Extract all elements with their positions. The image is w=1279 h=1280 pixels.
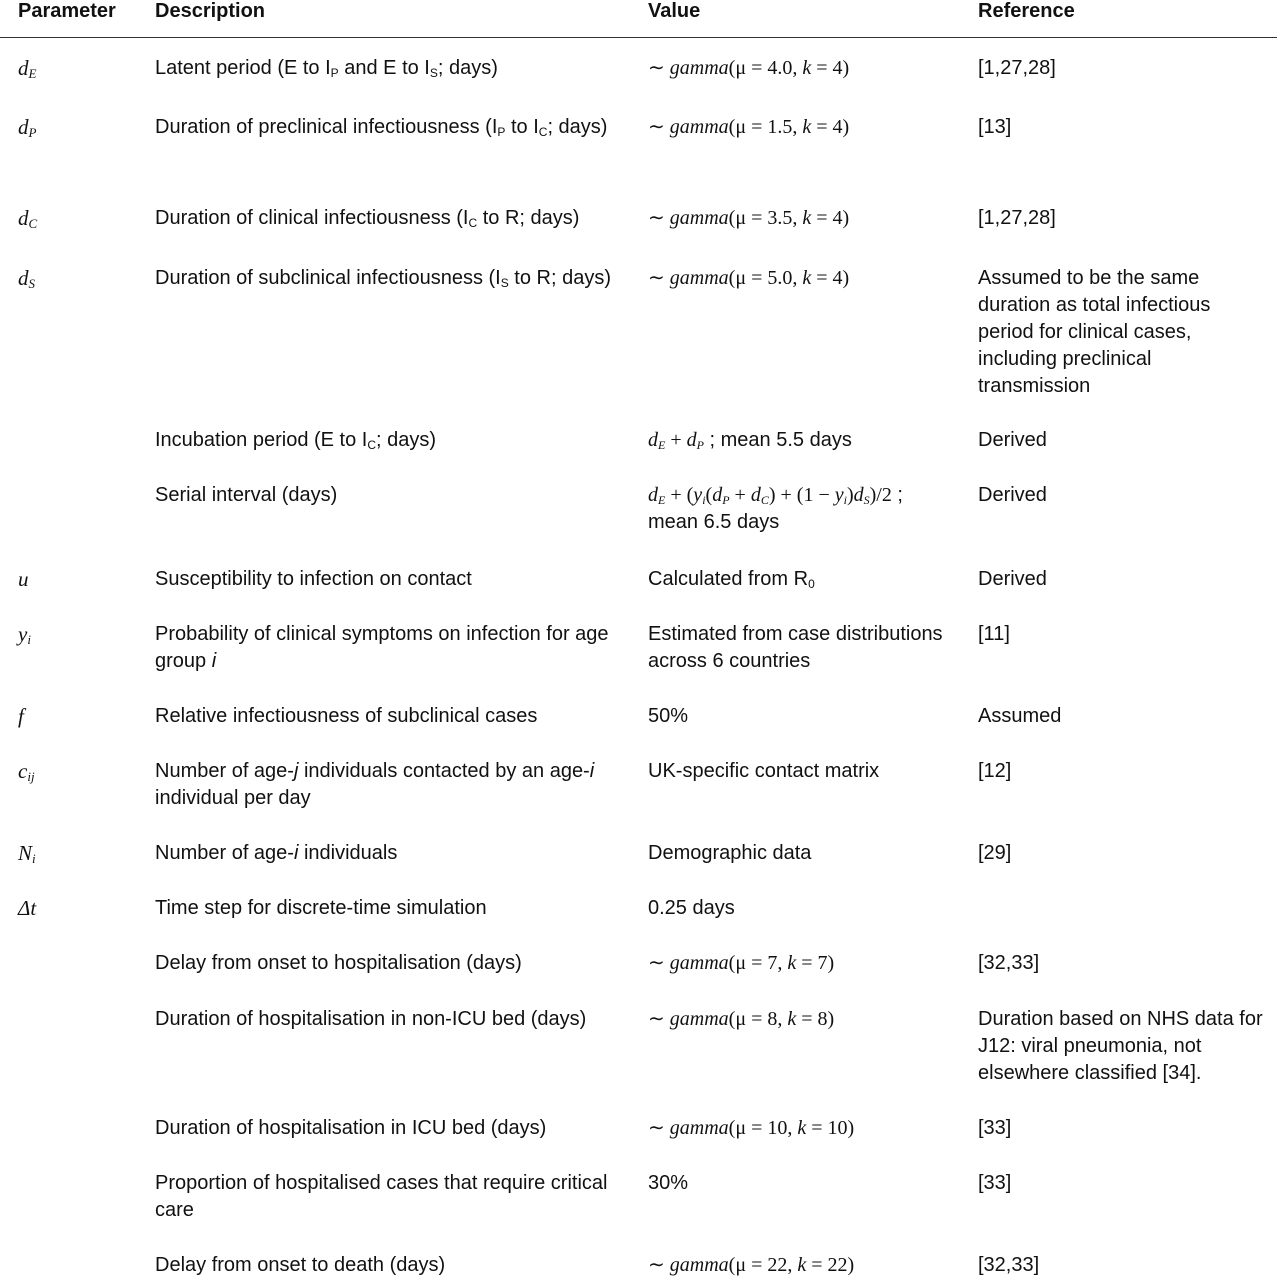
- parameter-symbol: $d_C$: [18, 206, 38, 231]
- parameter-reference: Derived: [978, 484, 1047, 506]
- parameter-value: [648, 703, 958, 730]
- parameter-value: [648, 621, 958, 675]
- parameter-value: [648, 1006, 958, 1033]
- parameter-value: [648, 840, 958, 867]
- parameter-value: [648, 895, 958, 922]
- value-formula: ∼ gamma(μ = 1.5, k = 4): [648, 116, 850, 138]
- parameter-value: [648, 427, 958, 454]
- parameter-description: Time step for discrete-time simulation: [155, 897, 487, 919]
- value-formula: ∼ gamma(μ = 4.0, k = 4): [648, 57, 850, 79]
- parameter-description: Latent period (E to $I_P$ and E to $I_S$; days): [155, 57, 498, 80]
- parameter-value: [648, 758, 958, 785]
- parameter-value: [648, 205, 958, 232]
- parameter-reference: [12]: [978, 760, 1012, 782]
- parameter-description: Delay from onset to death (days): [155, 1254, 446, 1276]
- parameter-description: Proportion of hospitalised cases that require critical care: [155, 1172, 608, 1221]
- parameter-value: [648, 1252, 958, 1279]
- parameter-value: [648, 950, 958, 977]
- parameter-description: Incubation period (E to $I_C$; days): [155, 429, 437, 452]
- value-formula: ∼ gamma(μ = 5.0, k = 4): [648, 267, 850, 289]
- parameter-symbol: u: [18, 567, 29, 591]
- parameter-symbol: $N_i$: [18, 841, 36, 866]
- parameter-description: Probability of clinical symptoms on infection for age group i: [155, 623, 609, 672]
- parameter-reference: Derived: [978, 568, 1047, 590]
- parameter-symbol: $d_E$: [18, 56, 37, 81]
- header-rule: [0, 37, 1277, 38]
- parameter-description: Susceptibility to infection on contact: [155, 568, 472, 590]
- parameter-reference: Assumed to be the same duration as total infectious period for clinical cases, including preclinical transmission: [978, 267, 1211, 397]
- value-text: 30%: [648, 1172, 689, 1194]
- parameter-symbol: $d_S$: [18, 266, 35, 291]
- value-text: 0.25 days: [648, 897, 735, 919]
- value-formula: ∼ gamma(μ = 3.5, k = 4): [648, 207, 850, 229]
- parameter-value: [648, 1115, 958, 1142]
- parameter-reference: [1,27,28]: [978, 207, 1056, 229]
- value-text: UK-specific contact matrix: [648, 760, 880, 782]
- header-value: Value: [648, 0, 701, 22]
- parameter-description: Serial interval (days): [155, 484, 338, 506]
- parameter-symbol: $y_i$: [18, 622, 31, 647]
- parameter-symbol: Δt: [18, 896, 37, 920]
- parameter-reference: [33]: [978, 1172, 1012, 1194]
- table-header: [0, 0, 1279, 38]
- parameter-reference: Derived: [978, 429, 1047, 451]
- parameter-reference: Duration based on NHS data for J12: viral pneumonia, not elsewhere classified [34].: [978, 1008, 1263, 1084]
- value-formula: $d_E + d_P$: [648, 429, 704, 452]
- value-text: Calculated from R: [648, 568, 809, 590]
- parameter-symbol: $d_P$: [18, 115, 37, 140]
- parameter-description: Duration of subclinical infectiousness ($I_S$ to R; days): [155, 267, 612, 290]
- parameter-value: [648, 55, 958, 82]
- parameter-description: Duration of preclinical infectiousness ($I_P$ to $I_C$; days): [155, 116, 608, 139]
- parameter-description: Number of age-i individuals: [155, 842, 398, 864]
- value-text: 50%: [648, 705, 689, 727]
- value-formula: ∼ gamma(μ = 7, k = 7): [648, 952, 835, 974]
- parameter-value: Calculated from $R_0$: [648, 568, 815, 591]
- header-parameter: Parameter: [18, 0, 116, 22]
- header-reference: Reference: [978, 0, 1075, 22]
- parameter-description: Delay from onset to hospitalisation (days): [155, 952, 522, 974]
- parameter-reference: [11]: [978, 623, 1010, 645]
- parameter-value: [648, 114, 958, 141]
- parameter-reference: Assumed: [978, 705, 1062, 727]
- value-text: Estimated from case distributions across 6 countries: [648, 623, 943, 672]
- value-text: ; mean 6.5 days: [648, 484, 903, 533]
- parameter-description: Number of age-j individuals contacted by an age-i individual per day: [155, 760, 595, 809]
- parameter-reference: [13]: [978, 116, 1012, 138]
- parameter-value: [648, 265, 958, 292]
- value-formula: ∼ gamma(μ = 10, k = 10): [648, 1117, 855, 1139]
- value-formula: $d_E + (y_i(d_P + d_C) + (1 - y_i)d_S)/2$: [648, 484, 892, 507]
- parameter-reference: [1,27,28]: [978, 57, 1056, 79]
- parameter-description: Relative infectiousness of subclinical cases: [155, 705, 538, 727]
- parameter-description: Duration of hospitalisation in non-ICU bed (days): [155, 1008, 587, 1030]
- parameter-symbol: $c_{ij}$: [18, 759, 35, 784]
- parameter-reference: [32,33]: [978, 952, 1040, 974]
- value-formula: ∼ gamma(μ = 8, k = 8): [648, 1008, 835, 1030]
- parameter-reference: [32,33]: [978, 1254, 1040, 1276]
- parameter-symbol: f: [18, 704, 24, 728]
- parameter-value: [648, 1170, 958, 1197]
- parameter-description: Duration of clinical infectiousness ($I_C$ to R; days): [155, 207, 580, 230]
- value-text: ; mean 5.5 days: [703, 429, 852, 451]
- parameter-reference: [29]: [978, 842, 1012, 864]
- header-description: Description: [155, 0, 266, 22]
- parameter-reference: [33]: [978, 1117, 1012, 1139]
- value-formula: ∼ gamma(μ = 22, k = 22): [648, 1254, 855, 1276]
- parameter-description: Duration of hospitalisation in ICU bed (days): [155, 1117, 547, 1139]
- value-text: Demographic data: [648, 842, 812, 864]
- parameter-value: [648, 482, 958, 536]
